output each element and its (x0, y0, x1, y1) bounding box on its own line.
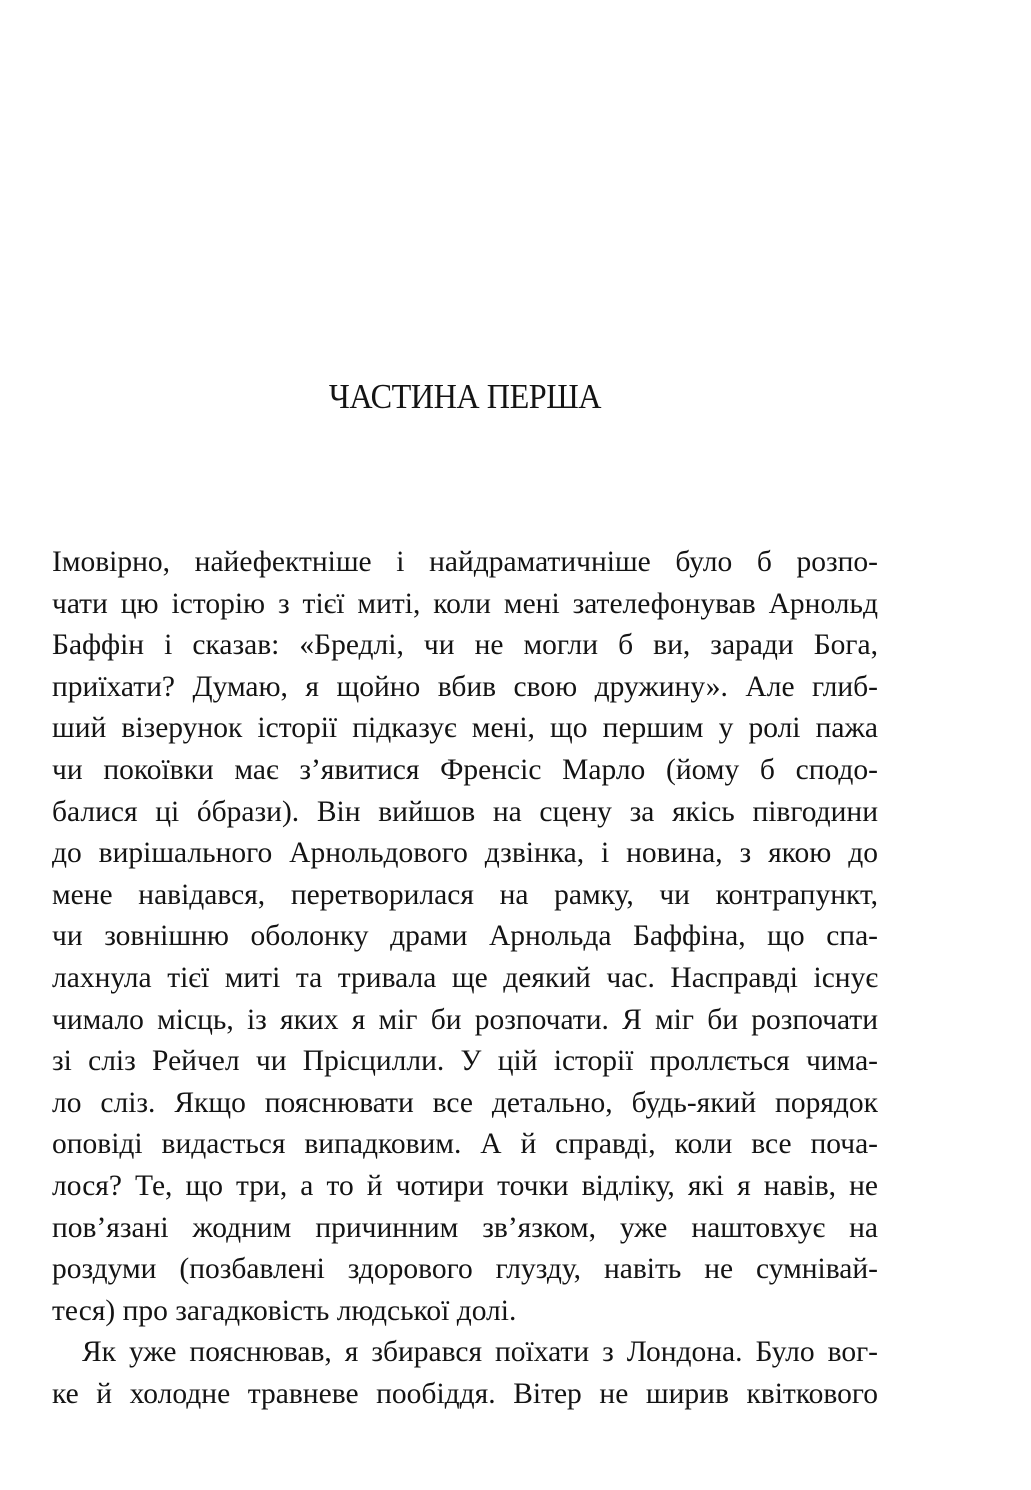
text-line: приїхати? Думаю, я щойно вбив свою дружину». Але глиб- (52, 670, 878, 703)
text-line: ло сліз. Якщо пояснювати все детально, будь-який порядок (52, 1086, 878, 1119)
body-text (52, 542, 878, 1415)
text-line: чи покоївки має з’явитися Френсіс Марло (йому б сподо- (52, 753, 878, 786)
text-line: мене навідався, перетворилася на рамку, чи контрапункт, (52, 878, 878, 911)
text-line: Як уже пояснював, я збирався поїхати з Лондона. Було вог- (82, 1336, 878, 1369)
text-line: до вирішального Арнольдового дзвінка, і новина, з якою до (52, 837, 878, 870)
text-line: роздуми (позбавлені здорового глузду, навіть не сумнівай- (52, 1253, 878, 1286)
paragraph-2 (52, 1332, 878, 1415)
chapter-heading: ЧАСТИНА ПЕРША (328, 377, 602, 416)
text-line: чати цю історію з тієї миті, коли мені зателефонував Арнольд (52, 587, 878, 620)
text-line: ший візерунок історії підказує мені, що першим у ролі пажа (52, 712, 878, 745)
paragraph-1 (52, 542, 878, 1332)
text-line: лахнула тієї миті та тривала ще деякий час. Насправді існує (52, 961, 878, 994)
text-line: ке й холодне травневе пообіддя. Вітер не ширив квіткового (52, 1377, 878, 1410)
text-line: пов’язані жодним причинним зв’язком, уже наштовхує на (52, 1211, 878, 1244)
text-line: зі сліз Рейчел чи Прісцилли. У цій історії проллється чима- (52, 1045, 878, 1078)
text-line: оповіді видасться випадковим. А й справді, коли все поча- (52, 1128, 878, 1161)
text-line: Імовірно, найефектніше і найдраматичніше було б розпо- (52, 546, 878, 578)
text-line: лося? Те, що три, а то й чотири точки відліку, які я навів, не (52, 1169, 878, 1202)
text-line: Баффін і сказав: «Бредлі, чи не могли б ви, заради Бога, (52, 629, 878, 662)
text-line: балися ці óбрази). Він вийшов на сцену за якісь півгодини (52, 795, 878, 828)
text-line: теся) про загадковість людської долі. (52, 1294, 517, 1327)
text-line: чи зовнішню оболонку драми Арнольда Баффіна, що спа- (52, 920, 878, 953)
text-line: чимало місць, із яких я міг би розпочати. Я міг би розпочати (52, 1003, 878, 1036)
